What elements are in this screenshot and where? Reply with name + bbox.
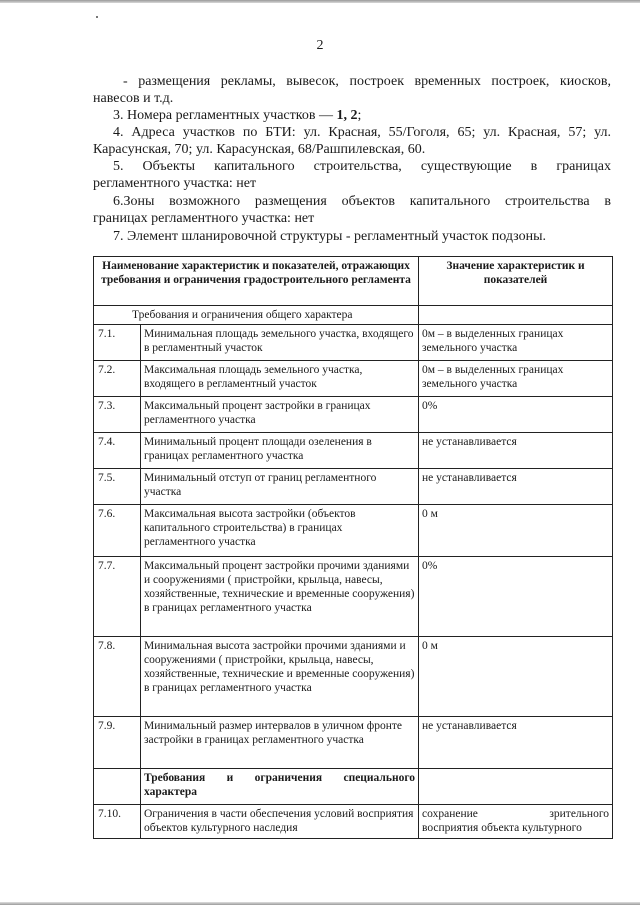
row-characteristic: Максимальная высота застройки (объектов капитального строительства) в границах регламентного участка [141, 505, 419, 557]
row-characteristic: Минимальный процент площади озеленения в границах регламентного участка [141, 433, 419, 469]
section-special-empty-number [94, 769, 141, 805]
paragraph-existing-objects-line1: 5. Объекты капитального строительства, существующие в границах [113, 159, 611, 174]
plot-numbers-value: 1, 2 [336, 108, 358, 123]
row-number: 7.9. [94, 717, 141, 769]
table-row [94, 361, 613, 397]
paragraph-advertising-line1: - размещения рекламы, вывесок, построек временных построек, киосков, [123, 74, 611, 89]
row-characteristic: Минимальная площадь земельного участка, входящего в регламентный участок [141, 325, 419, 361]
section-general-title: Требования и ограничения общего характера [94, 306, 419, 325]
section-general-row [94, 306, 613, 325]
table-row [94, 805, 613, 839]
row-characteristic: Минимальная высота застройки прочими зданиями и сооружениями ( пристройки, крыльца, навесы, хозяйственные, технические и временные сооружения) в границах регламентного участка [141, 637, 419, 717]
paragraph-addresses-line1: 4. Адреса участков по БТИ: ул. Красная, 55/Гоголя, 65; ул. Красная, 57; ул. [113, 125, 611, 140]
plot-numbers-suffix: ; [357, 108, 362, 123]
paragraph-possible-zones-line1: 6.Зоны возможного размещения объектов капитального строительства в [113, 194, 611, 209]
row-characteristic: Максимальный процент застройки прочими зданиями и сооружениями ( пристройки, крыльца, навесы, хозяйственные, технические и временные сооружения) в границах регламентного участка [141, 557, 419, 637]
scan-edge-top [0, 0, 640, 3]
scan-speck [96, 16, 98, 18]
row-value: 0м – в выделенных границах земельного участка [419, 361, 613, 397]
row-number: 7.10. [94, 805, 141, 839]
header-values: Значение характеристик и показателей [419, 257, 613, 306]
table-row [94, 469, 613, 505]
row-value [419, 805, 613, 839]
row-characteristic: Минимальный отступ от границ регламентного участка [141, 469, 419, 505]
row-number: 7.6. [94, 505, 141, 557]
regulation-table [93, 256, 613, 839]
row-value: 0м – в выделенных границах земельного участка [419, 325, 613, 361]
paragraph-planning-element: 7. Элемент шланировочной структуры - регламентный участок подзоны. [113, 229, 546, 244]
row-characteristic: Минимальный размер интервалов в уличном фронте застройки в границах регламентного участка [141, 717, 419, 769]
section-special-row [94, 769, 613, 805]
table-row [94, 637, 613, 717]
row-value: не устанавливается [419, 469, 613, 505]
row-value: 0 м [419, 505, 613, 557]
page-number: 2 [316, 38, 324, 53]
row-characteristic: Ограничения в части обеспечения условий восприятия объектов культурного наследия [141, 805, 419, 839]
header-characteristics: Наименование характеристик и показателей, отражающих требования и ограничения градостроительного регламента [94, 257, 419, 306]
paragraph-existing-objects-line2: регламентного участка: нет [93, 176, 257, 191]
paragraph-possible-zones-line2: границах регламентного участка: нет [93, 211, 315, 226]
row-number: 7.1. [94, 325, 141, 361]
section-general-empty [419, 306, 613, 325]
section-special-title [141, 769, 419, 805]
row-number: 7.5. [94, 469, 141, 505]
table-row [94, 397, 613, 433]
plot-numbers-prefix: 3. Номера регламентных участков — [113, 108, 333, 123]
row-number: 7.8. [94, 637, 141, 717]
section-special-empty-value [419, 769, 613, 805]
row-value: не устанавливается [419, 717, 613, 769]
row-characteristic: Максимальная площадь земельного участка, входящего в регламентный участок [141, 361, 419, 397]
table-row [94, 717, 613, 769]
row-value: 0 м [419, 637, 613, 717]
row-number: 7.4. [94, 433, 141, 469]
table-row [94, 557, 613, 637]
row-value-line2: восприятия объекта культурного [422, 822, 582, 834]
row-number: 7.3. [94, 397, 141, 433]
row-value: не устанавливается [419, 433, 613, 469]
row-value: 0% [419, 397, 613, 433]
table-row [94, 433, 613, 469]
row-number: 7.2. [94, 361, 141, 397]
table-row [94, 325, 613, 361]
section-special-title-line2: характера [144, 786, 198, 798]
table-row [94, 505, 613, 557]
paragraph-addresses-line2: Карасунская, 70; ул. Карасунская, 68/Рашпилевская, 60. [93, 142, 426, 157]
row-value-line1: сохранение зрительного [422, 808, 610, 820]
paragraph-plot-numbers [93, 107, 611, 124]
row-number: 7.7. [94, 557, 141, 637]
row-value: 0% [419, 557, 613, 637]
section-special-title-line1: Требования и ограничения специального [144, 772, 416, 784]
table-header-row [94, 257, 613, 306]
paragraph-advertising-line2: навесов и т.д. [93, 91, 174, 106]
row-characteristic: Максимальный процент застройки в границах регламентного участка [141, 397, 419, 433]
